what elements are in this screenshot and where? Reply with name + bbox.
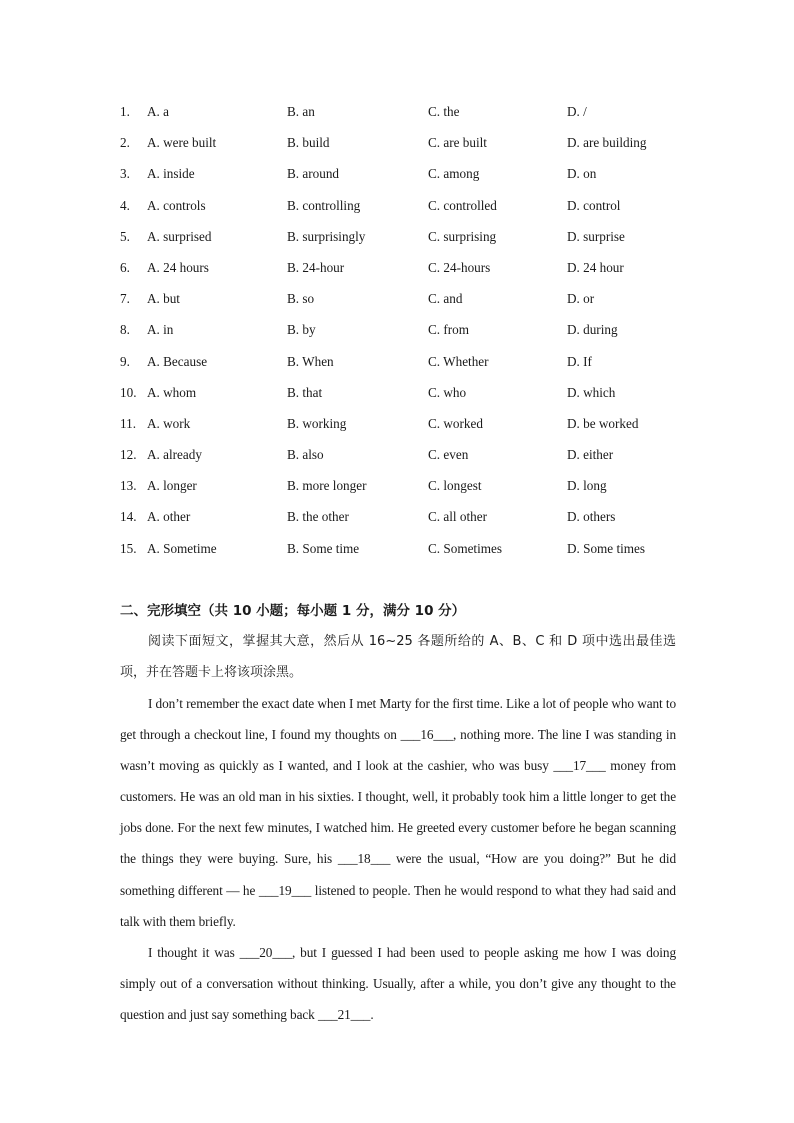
option-c: C. surprising xyxy=(428,228,497,244)
option-a: A. controls xyxy=(147,197,206,213)
option-a: A. in xyxy=(147,322,174,338)
option-a: A. 24 hours xyxy=(147,259,209,275)
option-b: B. more longer xyxy=(287,478,367,494)
question-number: 10. xyxy=(120,384,137,400)
option-d: D. either xyxy=(567,447,614,463)
option-d: D. 24 hour xyxy=(567,259,624,275)
option-d: D. during xyxy=(567,322,618,338)
option-b: B. also xyxy=(287,447,324,463)
option-b: B. Some time xyxy=(287,540,360,556)
question-number: 1. xyxy=(120,104,130,119)
option-d: D. long xyxy=(567,478,607,494)
option-d: D. If xyxy=(567,353,592,369)
question-number: 11. xyxy=(120,415,136,431)
question-number: 9. xyxy=(120,353,130,369)
option-a: A. already xyxy=(147,447,202,463)
question-row xyxy=(120,288,680,319)
question-row xyxy=(120,351,680,382)
option-a: A. were built xyxy=(147,135,217,151)
option-d: D. Some times xyxy=(567,540,646,556)
question-row xyxy=(120,101,680,132)
option-a: A. but xyxy=(147,291,180,307)
option-a: A. a xyxy=(147,104,169,119)
question-number: 15. xyxy=(120,540,137,556)
question-number: 13. xyxy=(120,478,137,494)
option-d: D. on xyxy=(567,166,597,182)
option-b: B. controlling xyxy=(287,197,361,213)
option-c: C. controlled xyxy=(428,197,497,213)
option-d: D. which xyxy=(567,384,616,400)
passage-paragraph-1: I don’t remember the exact date when I met Marty for the first time. Like a lot of people who want to get through a checkout line, I found my thoughts on ___16___, nothing more. The line I was standing in wasn’t moving as quickly as I wanted, and I look at the cashier, who was busy ___17___ money from customers. He was an old man in his sixties. I thought, well, it probably took him a little longer to get the jobs done. For the next few minutes, I watched him. He greeted every customer before he began scanning the things they were buying. Sure, his ___18___ were the usual, “How are you doing?” But he did something different — he ___19___ listened to people. Then he would respond to what they had said and talk with them briefly. xyxy=(120,696,677,929)
option-a: A. longer xyxy=(147,478,197,494)
section-instructions: 阅读下面短文，掌握其大意，然后从 16~25 各题所给的 A、B、C 和 D 项中选出最佳选项，并在答题卡上将该项涂黑。 xyxy=(120,634,676,680)
question-row xyxy=(120,257,680,288)
option-c: C. from xyxy=(428,322,470,338)
question-row xyxy=(120,475,680,506)
question-row xyxy=(120,195,680,226)
option-a: A. whom xyxy=(147,384,197,400)
section-title: 二、完形填空（共 10 小题；每小题 1 分，满分 10 分） xyxy=(120,603,466,619)
question-row xyxy=(120,319,680,350)
question-number: 4. xyxy=(120,197,130,213)
option-c: C. are built xyxy=(428,135,487,151)
option-c: C. all other xyxy=(428,509,487,525)
option-a: A. Because xyxy=(147,353,208,369)
option-c: C. longest xyxy=(428,478,482,494)
multiple-choice-options xyxy=(120,101,680,569)
option-d: D. are building xyxy=(567,135,647,151)
option-d: D. / xyxy=(567,104,587,119)
option-b: B. that xyxy=(287,384,323,400)
option-c: C. worked xyxy=(428,415,483,431)
option-c: C. who xyxy=(428,384,467,400)
question-number: 5. xyxy=(120,228,130,244)
question-number: 12. xyxy=(120,447,137,463)
option-c: C. even xyxy=(428,447,469,463)
question-row xyxy=(120,413,680,444)
option-b: B. 24-hour xyxy=(287,259,345,275)
question-number: 2. xyxy=(120,135,130,151)
option-a: A. surprised xyxy=(147,228,212,244)
option-b: B. working xyxy=(287,415,347,431)
option-b: B. so xyxy=(287,291,315,307)
option-c: C. Sometimes xyxy=(428,540,502,556)
option-b: B. surprisingly xyxy=(287,228,366,244)
option-c: C. Whether xyxy=(428,353,489,369)
option-a: A. other xyxy=(147,509,191,525)
option-c: C. and xyxy=(428,291,463,307)
option-d: D. or xyxy=(567,291,595,307)
option-a: A. work xyxy=(147,415,191,431)
option-d: D. others xyxy=(567,509,616,525)
question-number: 8. xyxy=(120,322,130,338)
question-number: 7. xyxy=(120,291,130,307)
option-b: B. by xyxy=(287,322,316,338)
question-row xyxy=(120,444,680,475)
question-row xyxy=(120,382,680,413)
question-row xyxy=(120,506,680,537)
option-b: B. the other xyxy=(287,509,349,525)
question-number: 6. xyxy=(120,259,130,275)
option-b: B. When xyxy=(287,353,334,369)
question-row xyxy=(120,132,680,163)
cloze-section xyxy=(120,596,676,1030)
option-b: B. build xyxy=(287,135,330,151)
option-b: B. around xyxy=(287,166,340,182)
question-number: 3. xyxy=(120,166,130,182)
option-a: A. inside xyxy=(147,166,195,182)
passage-paragraph-2: I thought it was ___20___, but I guessed I had been used to people asking me how I was doing simply out of a conversation without thinking. Usually, after a while, you don’t give any thought to the question and just say something back ___21___. xyxy=(120,944,676,1022)
option-d: D. be worked xyxy=(567,415,639,431)
option-c: C. among xyxy=(428,166,480,182)
option-c: C. 24-hours xyxy=(428,259,491,275)
question-number: 14. xyxy=(120,509,137,525)
question-row xyxy=(120,538,680,569)
question-row xyxy=(120,163,680,194)
option-c: C. the xyxy=(428,104,460,119)
option-b: B. an xyxy=(287,104,315,119)
option-a: A. Sometime xyxy=(147,540,217,556)
option-d: D. surprise xyxy=(567,228,625,244)
option-d: D. control xyxy=(567,197,621,213)
question-row xyxy=(120,226,680,257)
